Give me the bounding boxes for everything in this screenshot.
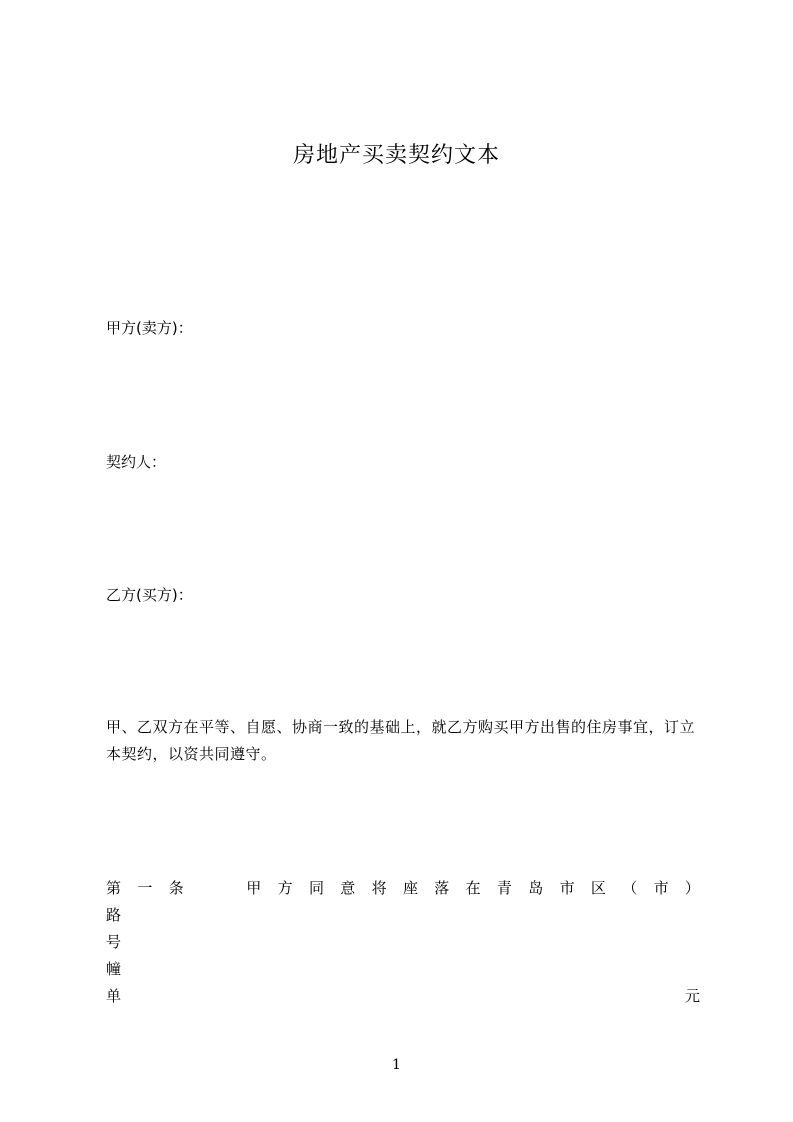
article-body-char: （ (622, 879, 638, 897)
article-heading-char: 一 (137, 879, 153, 897)
article-body-char: 将 (371, 879, 387, 897)
page-number: 1 (392, 1057, 401, 1073)
article-body-char: 座 (402, 879, 418, 897)
article-body-char: ） (684, 879, 700, 897)
article-body-char: 市 (653, 879, 669, 897)
article-body-char: 甲 (246, 879, 262, 897)
article-body-char: 在 (465, 879, 481, 897)
article-body-char: 青 (496, 879, 512, 897)
article-number-char: 号 (106, 933, 122, 951)
article-body-char: 落 (434, 879, 450, 897)
heading-gap (200, 878, 230, 898)
article-body-char: 意 (340, 879, 356, 897)
article-body-char: 岛 (528, 879, 544, 897)
preamble-paragraph: 甲、乙双方在平等、自愿、协商一致的基础上，就乙方购买甲方出售的住房事宜，订立本契约，以资共同遵守。 (106, 718, 696, 763)
article-1-first-line (106, 878, 700, 898)
party-a-label: 甲方(卖方)： (106, 319, 193, 337)
article-road-char: 路 (106, 906, 122, 924)
article-body-char: 同 (308, 879, 324, 897)
article-heading-char: 条 (168, 879, 184, 897)
article-body-char: 区 (590, 879, 606, 897)
article-yuan-char: 元 (684, 987, 700, 1005)
article-body-char: 市 (559, 879, 575, 897)
document-title: 房地产买卖契约文本 (292, 143, 500, 168)
article-building-char: 幢 (106, 960, 122, 978)
article-unit-char: 单 (106, 987, 122, 1005)
article-heading-char: 第 (106, 879, 122, 897)
contractor-label: 契约人： (106, 453, 167, 471)
article-body-char: 方 (277, 879, 293, 897)
party-b-label: 乙方(买方)： (106, 586, 193, 604)
